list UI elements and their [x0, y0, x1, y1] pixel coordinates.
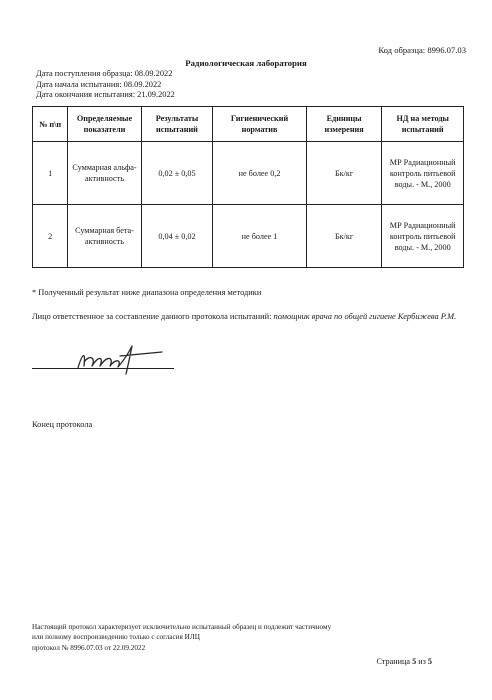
cell-norm: не более 1 — [213, 205, 307, 268]
page-number — [377, 657, 433, 666]
table-row — [33, 205, 464, 268]
cell-number: 1 — [33, 142, 68, 205]
dates-block — [36, 69, 175, 101]
footnote: * Полученный результат ниже диапазона определения методики — [32, 288, 262, 297]
header-parameter: Определяемые показатели — [68, 107, 142, 142]
lab-title: Радиологическая лаборатория — [185, 58, 307, 68]
page-total: 5 — [427, 657, 432, 666]
table-header-row — [33, 107, 464, 142]
results-table — [32, 106, 464, 268]
cell-result: 0,02 ± 0,05 — [141, 142, 212, 205]
page-current: 5 — [412, 657, 417, 666]
header-method: НД на методы испытаний — [382, 107, 464, 142]
disclaimer-line: протокол № 8996.07.03 от 22.09.2022 — [32, 643, 146, 652]
cell-result: 0,04 ± 0,02 — [141, 205, 212, 268]
page-prefix: Страница — [376, 657, 413, 666]
date-start: Дата начала испытания: 08.09.2022 — [36, 79, 162, 89]
cell-parameter: Суммарная альфа-активность — [68, 142, 142, 205]
header-unit: Единицы измерения — [306, 107, 382, 142]
date-end: Дата окончания испытания: 21.09.2022 — [36, 90, 175, 100]
disclaimer — [32, 622, 452, 653]
cell-method: МР Радиационный контроль питьевой воды. - М., 2000 — [382, 205, 464, 268]
responsible-role-name: помощник врача по общей гигиене Кербижева Р.М. — [273, 312, 457, 321]
header-result: Результаты испытаний — [141, 107, 212, 142]
end-of-protocol: Конец протокола — [32, 420, 93, 429]
cell-unit: Бк/кг — [306, 205, 382, 268]
signature-line — [32, 368, 174, 369]
cell-number: 2 — [33, 205, 68, 268]
header-number: № п\п — [33, 107, 68, 142]
disclaimer-line: или полному воспроизведению только с согласия ИЛЦ — [32, 633, 200, 642]
cell-norm: не более 0,2 — [213, 142, 307, 205]
disclaimer-line: Настоящий протокол характеризует исключительно испытанный образец и подлежит частичному — [32, 623, 332, 631]
responsible-person — [32, 311, 472, 322]
cell-parameter: Суммарная бета-активность — [68, 205, 142, 268]
page-middle: из — [416, 657, 428, 666]
header-norm: Гигиенический норматив — [213, 107, 307, 142]
responsible-prefix: Лицо ответственное за составление данного протокола испытаний: — [32, 312, 274, 321]
cell-unit: Бк/кг — [306, 142, 382, 205]
date-received: Дата поступления образца: 08.09.2022 — [36, 69, 173, 78]
handwritten-signature — [70, 340, 180, 376]
cell-method: МР Радиационный контроль питьевой воды. - М., 2000 — [382, 142, 464, 205]
table-row — [33, 142, 464, 205]
sample-code: Код образца: 8996.07.03 — [378, 45, 466, 55]
